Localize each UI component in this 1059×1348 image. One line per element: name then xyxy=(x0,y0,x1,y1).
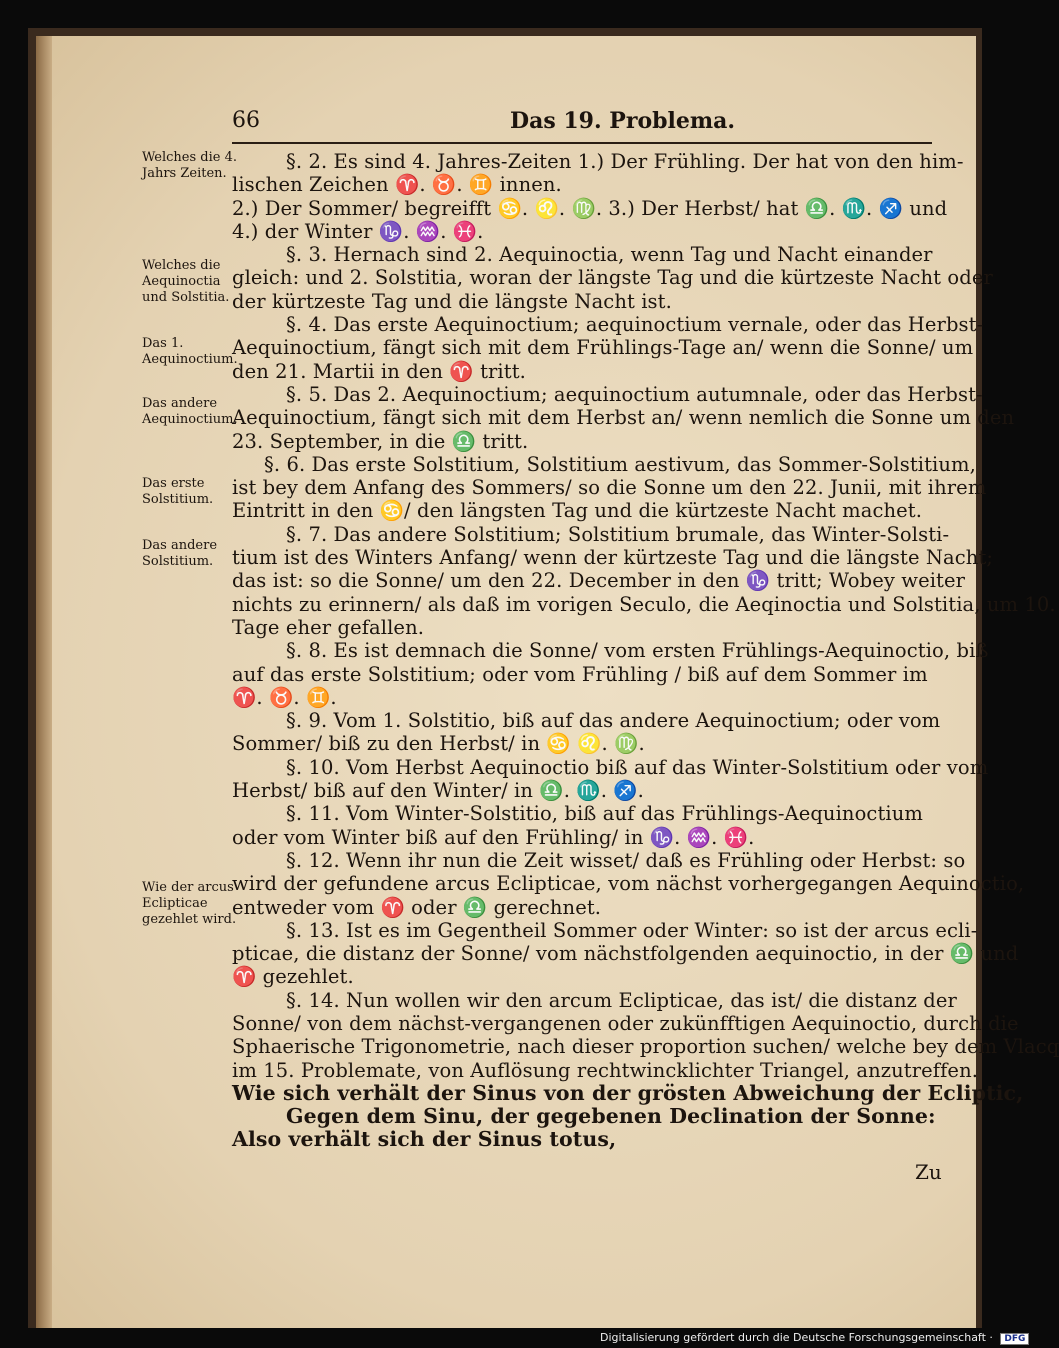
text-line: 4.) der Winter ♑. ♒. ♓. xyxy=(232,219,484,243)
page-edge xyxy=(36,36,52,1328)
text-line: Sphaerische Trigonometrie, nach dieser proportion suchen/ welche bey dem Vlacq xyxy=(232,1035,1059,1059)
text-line: §. 11. Vom Winter-Solstitio, biß auf das Frühlings-Aequinoctium xyxy=(286,802,923,826)
text-line: tium ist des Winters Anfang/ wenn der kürtzeste Tag und die längste Nacht; xyxy=(232,546,994,570)
text-line: Sonne/ von dem nächst-vergangenen oder zukünfftigen Aequinoctio, durch die xyxy=(232,1011,1019,1035)
text-line: entweder vom ♈ oder ♎ gerechnet. xyxy=(232,895,602,919)
margin-note-second-aequinoctium: Das andere Aequinoctium. xyxy=(142,396,238,427)
text-line: Aequinoctium, fängt sich mit dem Frühlings-Tage an/ wenn die Sonne/ um xyxy=(232,336,974,360)
dfg-logo: DFG xyxy=(1000,1333,1029,1345)
text-line: §. 12. Wenn ihr nun die Zeit wisset/ daß es Frühling oder Herbst: so xyxy=(286,848,966,872)
text-line: ♈. ♉. ♊. xyxy=(232,685,337,709)
text-line: ist bey dem Anfang des Sommers/ so die Sonne um den 22. Junii, mit ihrem xyxy=(232,476,987,500)
text-line: Tage eher gefallen. xyxy=(232,615,425,639)
margin-note-seasons: Welches die 4. Jahrs Zeiten. xyxy=(142,150,238,181)
text-line: 2.) Der Sommer/ begreifft ♋. ♌. ♍. 3.) Der Herbst/ hat ♎. ♏. ♐ und xyxy=(232,196,948,220)
margin-note-aequinoctia: Welches die Aequinoctia und Solstitia. xyxy=(142,258,230,305)
text-line: §. 5. Das 2. Aequinoctium; aequinoctium autumnale, oder das Herbst- xyxy=(286,382,983,406)
footer-text: Digitalisierung gefördert durch die Deutsche Forschungsgemeinschaft · xyxy=(600,1331,993,1344)
text-line: gleich: und 2. Solstitia, woran der längste Tag und die kürtzeste Nacht oder xyxy=(232,266,993,290)
text-line: auf das erste Solstitium; oder vom Frühling / biß auf dem Sommer im xyxy=(232,662,928,686)
text-line: 23. September, in die ♎ tritt. xyxy=(232,429,529,453)
running-title: Das 19. Problema. xyxy=(510,108,736,134)
margin-note-first-solstitium: Das erste Solstitium. xyxy=(142,476,214,507)
text-line: pticae, die distanz der Sonne/ vom nächstfolgenden aequinoctio, in der ♎ und xyxy=(232,942,1019,966)
catchword: Zu xyxy=(915,1160,942,1184)
text-line: Wie sich verhält der Sinus von der grösten Abweichung der Ecliptic, xyxy=(232,1080,1024,1105)
text-line: Herbst/ biß auf den Winter/ in ♎. ♏. ♐. xyxy=(232,779,644,803)
margin-note-second-solstitium: Das andere Solstitium. xyxy=(142,538,218,569)
text-line: §. 9. Vom 1. Solstitio, biß auf das andere Aequinoctium; oder vom xyxy=(286,709,941,733)
body-text xyxy=(232,150,1059,1152)
text-line: ♈ gezehlet. xyxy=(232,965,354,989)
text-line: das ist: so die Sonne/ um den 22. December in den ♑ tritt; Wobey weiter xyxy=(232,569,966,593)
page-header xyxy=(232,108,932,138)
margin-note-first-aequinoctium: Das 1. Aequinoctium. xyxy=(142,336,238,367)
text-line: §. 6. Das erste Solstitium, Solstitium aestivum, das Sommer-Solstitium, xyxy=(264,452,976,476)
text-line: Also verhält sich der Sinus totus, xyxy=(232,1127,617,1152)
text-line: Gegen dem Sinu, der gegebenen Declination der Sonne: xyxy=(286,1104,936,1129)
text-line: §. 8. Es ist demnach die Sonne/ vom ersten Frühlings-Aequinoctio, biß xyxy=(286,639,989,663)
text-line: §. 14. Nun wollen wir den arcum Eclipticae, das ist/ die distanz der xyxy=(286,988,957,1012)
text-line: oder vom Winter biß auf den Frühling/ in ♑. ♒. ♓. xyxy=(232,825,755,849)
text-line: §. 10. Vom Herbst Aequinoctio biß auf das Winter-Solstitium oder vom xyxy=(286,755,989,779)
text-line: §. 4. Das erste Aequinoctium; aequinoctium vernale, oder das Herbst- xyxy=(286,313,984,337)
header-rule xyxy=(232,142,932,144)
text-line: §. 7. Das andere Solstitium; Solstitium brumale, das Winter-Solsti- xyxy=(286,522,950,546)
margin-note-arcus: Wie der arcus Eclipticae gezehlet wird. xyxy=(142,880,237,927)
text-line: §. 2. Es sind 4. Jahres-Zeiten 1.) Der Frühling. Der hat von den him- xyxy=(286,150,964,173)
page-number: 66 xyxy=(232,108,260,133)
footer-credit xyxy=(600,1331,1029,1345)
text-line: §. 13. Ist es im Gegentheil Sommer oder Winter: so ist der arcus ecli- xyxy=(286,918,978,942)
text-line: im 15. Problemate, von Auflösung rechtwincklichter Triangel, anzutreffen. xyxy=(232,1058,979,1082)
text-line: der kürtzeste Tag und die längste Nacht ist. xyxy=(232,289,672,313)
text-line: Eintritt in den ♋/ den längsten Tag und die kürtzeste Nacht machet. xyxy=(232,499,922,523)
text-line: den 21. Martii in den ♈ tritt. xyxy=(232,359,526,383)
text-line: Aequinoctium, fängt sich mit dem Herbst an/ wenn nemlich die Sonne um den xyxy=(232,406,1015,430)
text-line: Sommer/ biß zu den Herbst/ in ♋ ♌. ♍. xyxy=(232,732,645,756)
text-line: §. 3. Hernach sind 2. Aequinoctia, wenn Tag und Nacht einander xyxy=(286,243,933,267)
text-line: nichts zu erinnern/ als daß im vorigen Seculo, die Aeqinoctia und Solstitia, um 10. xyxy=(232,592,1056,616)
text-line: wird der gefundene arcus Eclipticae, vom nächst vorhergegangen Aequinoctio, xyxy=(232,872,1025,896)
text-line: lischen Zeichen ♈. ♉. ♊ innen. xyxy=(232,173,562,197)
